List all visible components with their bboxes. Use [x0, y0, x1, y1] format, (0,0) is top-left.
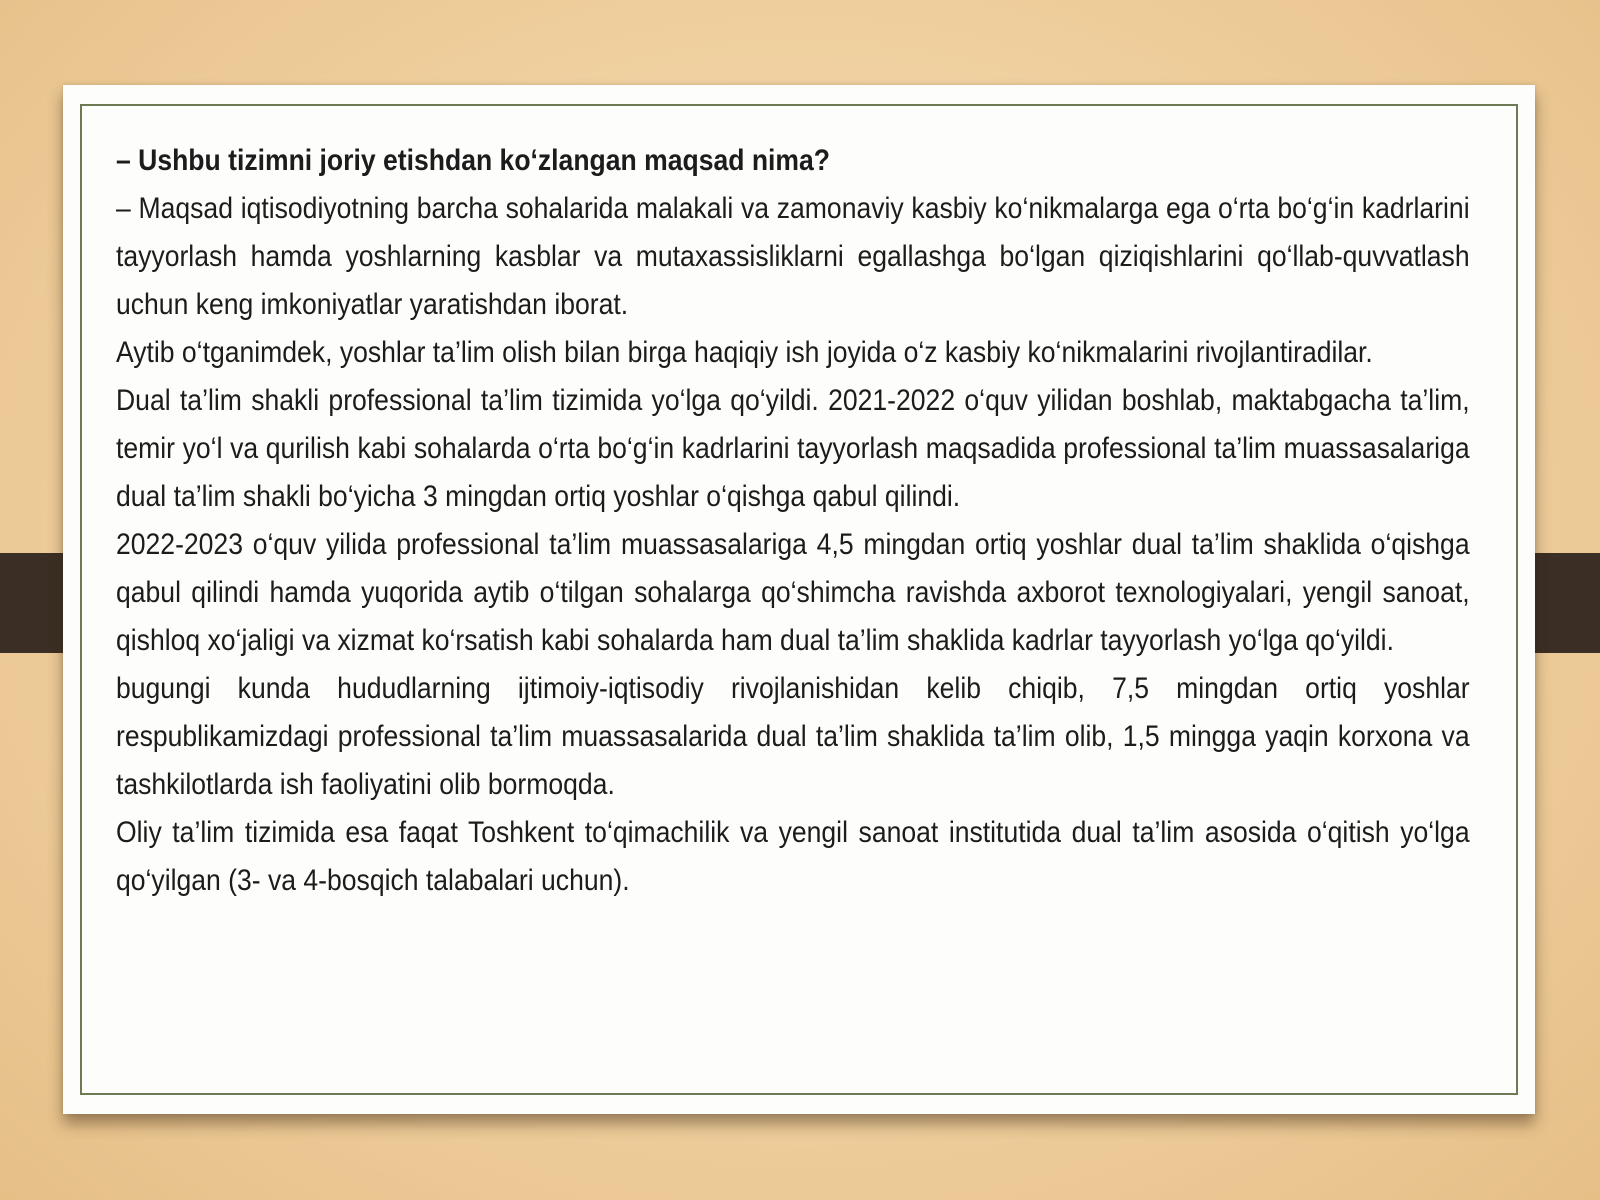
- paragraph-today: bugungi kunda hududlarning ijtimoiy-iqtisodiy rivojlanishidan kelib chiqib, 7,5 mingdan ortiq yoshlar respublikamizdagi professional ta’lim muassasalarida dual ta’lim shaklida ta’lim olib, 1,5 mingga yaqin korxona va tashkilotlarda ish faoliyatini olib bormoqda.: [116, 672, 1470, 801]
- slide-content: [116, 137, 1470, 905]
- slide-card: [63, 85, 1535, 1114]
- paragraph-2022-2023: 2022-2023 o‘quv yilida professional ta’lim muassasalariga 4,5 mingdan ortiq yoshlar dual ta’lim shaklida o‘qishga qabul qilindi hamda yuqorida aytib o‘tilgan sohalarga qo‘shimcha ravishda axborot texnologiyalari, yengil sanoat, qishloq xo‘jaligi va xizmat ko‘rsatish kabi sohalarda ham dual ta’lim shaklida kadrlar tayyorlash yo‘lga qo‘yildi.: [116, 528, 1470, 657]
- paragraph-goal: – Maqsad iqtisodiyotning barcha sohalarida malakali va zamonaviy kasbiy ko‘nikmalarga ega o‘rta bo‘g‘in kadrlarini tayyorlash hamda yoshlarning kasblar va mutaxassisliklarni egallashga bo‘lgan qiziqishlarini qo‘llab-quvvatlash uchun keng imkoniyatlar yaratishdan iborat.: [116, 192, 1470, 321]
- paragraph-2021-2022: Dual ta’lim shakli professional ta’lim tizimida yo‘lga qo‘yildi. 2021-2022 o‘quv yilidan boshlab, maktabgacha ta’lim, temir yo‘l va qurilish kabi sohalarda o‘rta bo‘g‘in kadrlarini tayyorlash maqsadida professional ta’lim muassasalariga dual ta’lim shakli bo‘yicha 3 mingdan ortiq yoshlar o‘qishga qabul qilindi.: [116, 384, 1470, 513]
- paragraph-higher-education: Oliy ta’lim tizimida esa faqat Toshkent to‘qimachilik va yengil sanoat institutida dual ta’lim asosida o‘qitish yo‘lga qo‘yilgan (3- va 4-bosqich talabalari uchun).: [116, 816, 1470, 897]
- slide-question: – Ushbu tizimni joriy etishdan ko‘zlangan maqsad nima?: [116, 144, 831, 177]
- paragraph-workplace: Aytib o‘tganimdek, yoshlar ta’lim olish bilan birga haqiqiy ish joyida o‘z kasbiy ko‘nikmalarini rivojlantiradilar.: [116, 336, 1373, 369]
